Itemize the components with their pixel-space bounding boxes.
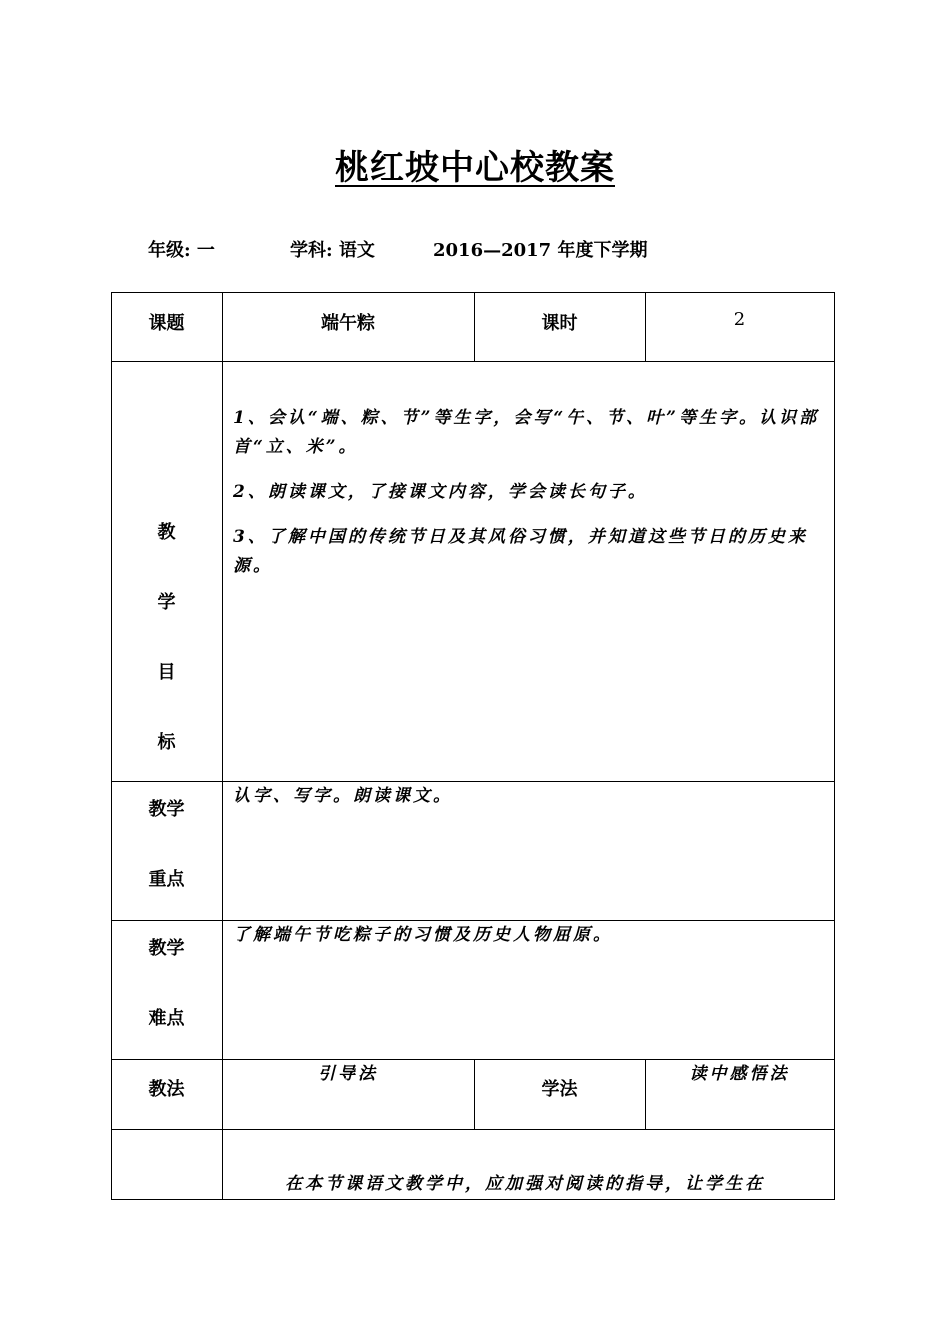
table-rule [111, 1129, 835, 1130]
objectives-label-char: 标 [157, 732, 176, 753]
table-border [111, 1199, 835, 1200]
term-field: 2016—2017 年度下学期 [433, 240, 648, 261]
teaching-method-label: 教法 [148, 1079, 185, 1100]
hours-value: 2 [733, 309, 746, 330]
teaching-method-value: 引导法 [318, 1064, 378, 1084]
table-border [834, 292, 835, 1200]
lesson-plan-table [111, 292, 835, 1200]
difficulties-label: 难点 [148, 1008, 185, 1029]
key-points-label: 重点 [148, 869, 185, 890]
learning-method-label: 学法 [541, 1079, 578, 1100]
objectives-label-char: 目 [157, 662, 176, 683]
difficulties-label: 教学 [148, 938, 185, 959]
grade-field: 年级: 一 [148, 240, 215, 261]
reflection-text: 在本节课语文教学中，应加强对阅读的指导，让学生在 [285, 1174, 765, 1194]
objective-item: 2、朗读课文，了接课文内容，学会读长句子。 [233, 482, 648, 502]
table-rule [111, 361, 835, 362]
key-points-label: 教学 [148, 799, 185, 820]
topic-label: 课题 [148, 313, 185, 334]
objective-item: 1、会认“端、粽、节”等生字，会写“午、节、叶”等生字。认识部首“立、米”。 [233, 408, 819, 457]
hours-label: 课时 [541, 313, 578, 334]
objectives-label-char: 教 [157, 522, 176, 543]
key-points-text: 认字、写字。朗读课文。 [233, 786, 453, 806]
subject-field: 学科: 语文 [290, 240, 375, 261]
learning-method-value: 读中感悟法 [689, 1064, 790, 1084]
objective-item: 3、了解中国的传统节日及其风俗习惯，并知道这些节日的历史来源。 [233, 527, 808, 576]
objectives-content [233, 404, 825, 597]
document-title: 桃红坡中心校教案 [335, 148, 615, 188]
table-border [111, 292, 835, 293]
difficulties-text: 了解端午节吃粽子的习惯及历史人物屈原。 [233, 925, 613, 945]
objectives-label-char: 学 [157, 592, 176, 613]
topic-value: 端午粽 [321, 313, 375, 334]
